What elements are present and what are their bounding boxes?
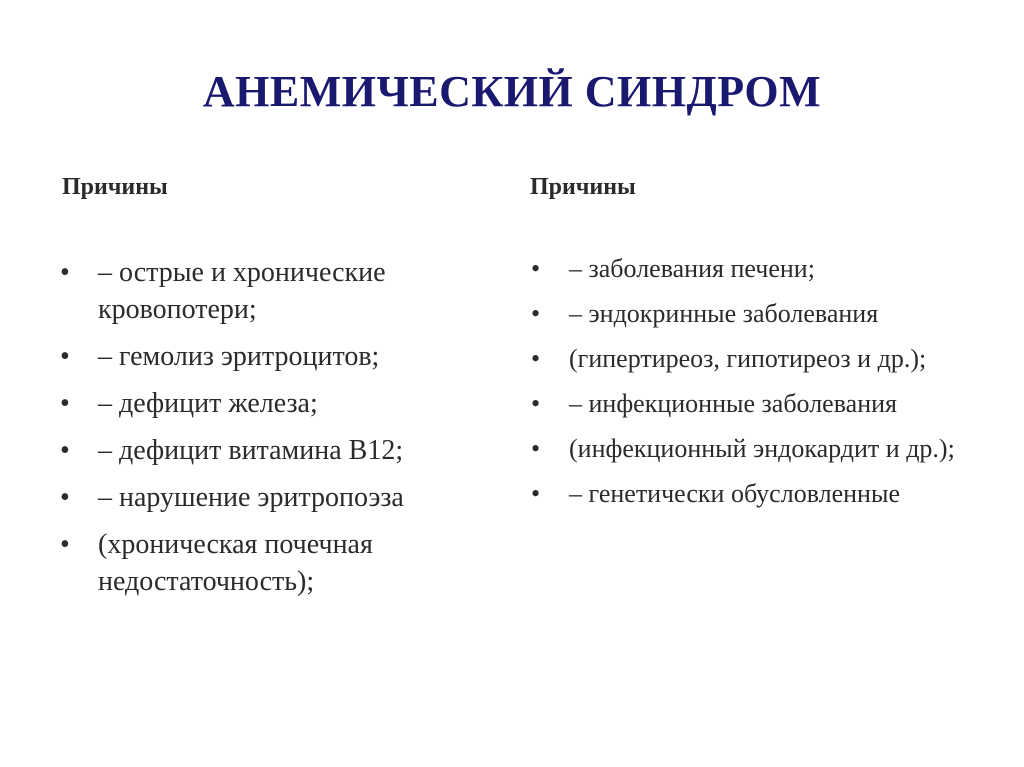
- list-item-text: (инфекционный эндокардит и др.);: [569, 434, 955, 463]
- list-item-text: – инфекционные заболевания: [569, 389, 897, 418]
- bullet-icon: •: [60, 482, 70, 513]
- list-item-text: (хроническая почечная недостаточность);: [98, 529, 373, 597]
- list-item-text: – гемолиз эритроцитов;: [98, 341, 380, 372]
- list-item: [60, 526, 480, 600]
- list-item: [60, 479, 480, 516]
- bullet-icon: •: [531, 254, 541, 283]
- list-item-text: – генетически обусловленные: [569, 479, 900, 508]
- list-item-text: – эндокринные заболевания: [569, 299, 879, 328]
- list-item: [531, 297, 971, 330]
- bullet-icon: •: [531, 389, 541, 418]
- list-item-text: (гипертиреоз, гипотиреоз и др.);: [569, 344, 927, 373]
- left-column-heading: Причины: [62, 174, 168, 200]
- slide-title: АНЕМИЧЕСКИЙ СИНДРОМ: [202, 67, 822, 116]
- right-column-heading: Причины: [530, 174, 636, 200]
- bullet-icon: •: [60, 388, 70, 419]
- bullet-icon: •: [60, 341, 70, 372]
- bullet-icon: •: [60, 529, 70, 560]
- list-item: [531, 342, 971, 375]
- list-item: [531, 252, 971, 285]
- right-causes-list: [531, 252, 971, 522]
- list-item: [60, 432, 480, 469]
- list-item: [60, 385, 480, 422]
- list-item-text: – нарушение эритропоэза: [98, 482, 404, 513]
- list-item: [60, 338, 480, 375]
- list-item-text: – дефицит железа;: [98, 388, 318, 419]
- bullet-icon: •: [60, 257, 70, 288]
- list-item-text: – дефицит витамина В12;: [98, 435, 404, 466]
- list-item-text: – острые и хронические кровопотери;: [98, 257, 386, 325]
- list-item: [531, 432, 971, 465]
- list-item: [60, 254, 480, 328]
- list-item: [531, 387, 971, 420]
- list-item: [531, 477, 971, 510]
- bullet-icon: •: [531, 434, 541, 463]
- left-causes-list: [60, 254, 480, 610]
- bullet-icon: •: [531, 479, 541, 508]
- bullet-icon: •: [60, 435, 70, 466]
- bullet-icon: •: [531, 344, 541, 373]
- list-item-text: – заболевания печени;: [569, 254, 815, 283]
- bullet-icon: •: [531, 299, 541, 328]
